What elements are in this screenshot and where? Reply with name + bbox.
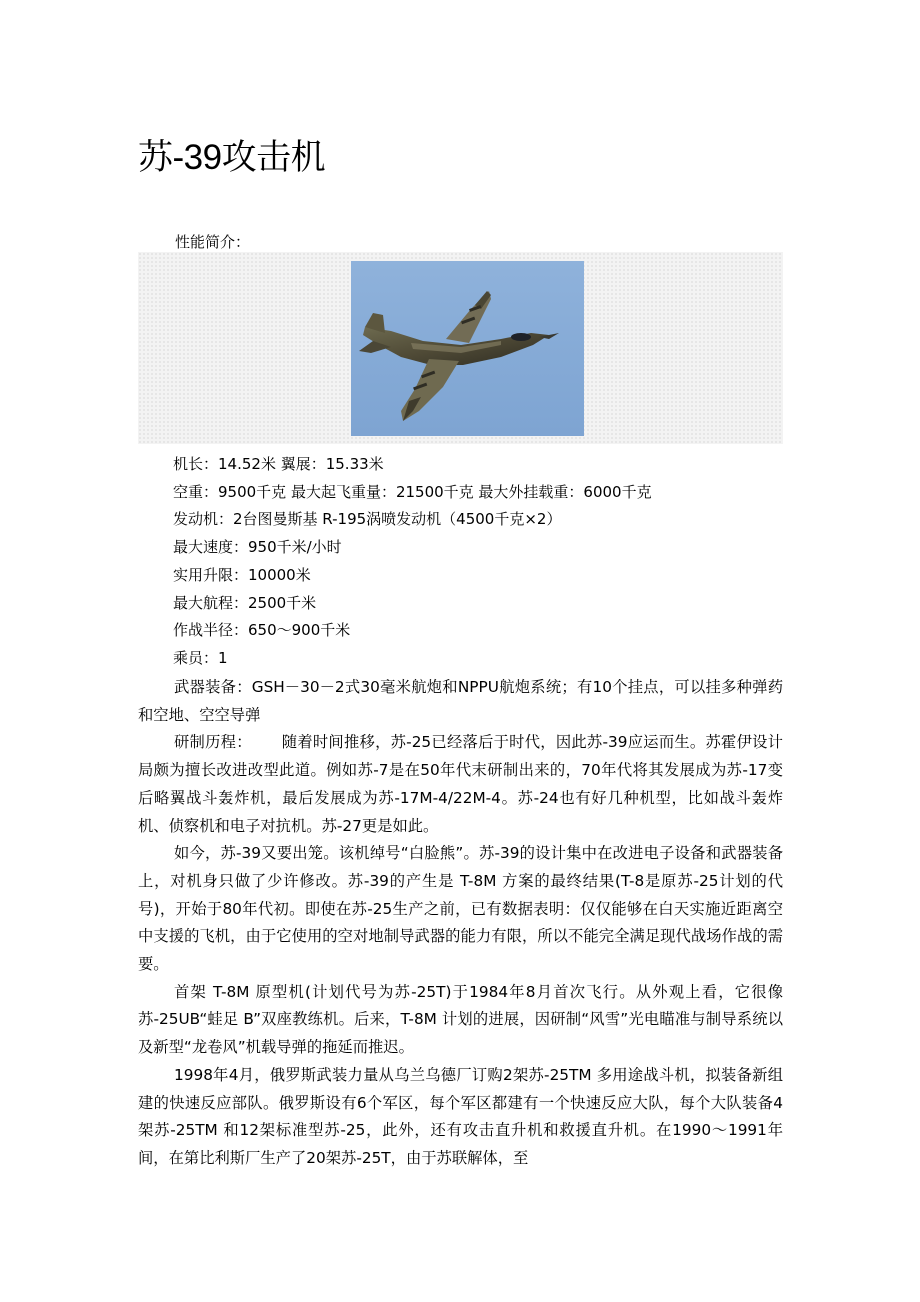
paragraph-orders: 1998年4月，俄罗斯武装力量从乌兰乌德厂订购2架苏-25TM 多用途战斗机，拟装备新组建的快速反应部队。俄罗斯设有6个军区，每个军区都建有一个快速反应大队，每个大队装备4架苏-25TM 和12架标准型苏-25，此外，还有攻击直升机和救援直升机。在1990～1991年间，在第比利斯厂生产了20架苏-25T，由于苏联解体，至 (138, 1065, 783, 1167)
aircraft-icon (351, 261, 584, 436)
paragraph-history (138, 729, 783, 840)
spec-combat-radius: 作战半径：650～900千米 (173, 621, 351, 640)
body-text (138, 674, 783, 1173)
photo-band (138, 252, 783, 444)
spec-max-speed: 最大速度：950千米/小时 (173, 538, 342, 557)
spec-dimensions: 机长：14.52米 翼展：15.33米 (173, 455, 384, 473)
page-title: 苏-39攻击机 (138, 138, 326, 177)
spec-crew: 乘员：1 (173, 648, 228, 667)
paragraph-weapons: 武器装备：GSH－30－2式30毫米航炮和NPPU航炮系统；有10个挂点，可以挂多种弹药和空地、空空导弹 (138, 678, 783, 724)
aircraft-photo (351, 261, 584, 436)
paragraph-su39-intro: 如今，苏-39又要出笼。该机绰号“白脸熊”。苏-39的设计集中在改进电子设备和武器装备上，对机身只做了少许修改。苏-39的产生是 T-8M 方案的最终结果(T-8是原苏-25计划的代号)，开始于80年代初。即使在苏-25生产之前，已有数据表明：仅仅能够在白天实施近距离空中支援的飞机，由于它使用的空对地制导武器的能力有限，所以不能完全满足现代战场作战的需要。 (138, 844, 783, 974)
spec-weights: 空重：9500千克 最大起飞重量：21500千克 最大外挂载重：6000千克 (173, 482, 652, 501)
spec-ceiling: 实用升限：10000米 (173, 565, 311, 584)
paragraph-prototype: 首架 T-8M 原型机(计划代号为苏-25T)于1984年8月首次飞行。从外观上看，它很像苏-25UB“蛙足 B”双座教练机。后来，T-8M 计划的进展，因研制“风雪”光电瞄准与制导系统以及新型“龙卷风”机载导弹的拖延而推迟。 (138, 982, 783, 1057)
spec-range: 最大航程：2500千米 (173, 593, 317, 612)
spec-engine: 发动机：2台图曼斯基 R-195涡喷发动机（4500千克×2） (173, 510, 562, 529)
section-label-performance: 性能简介： (175, 233, 251, 251)
spec-list (173, 451, 793, 673)
history-label: 研制历程： (174, 733, 252, 752)
history-text: 随着时间推移，苏-25已经落后于时代，因此苏-39应运而生。苏霍伊设计局颇为擅长改进改型此道。例如苏-7是在50年代末研制出来的，70年代将其发展成为苏-17变后略翼战斗轰炸机，最后发展成为苏-17M-4/22M-4。苏-24也有好几种机型，比如战斗轰炸机、侦察机和电子对抗机。苏-27更是如此。 (138, 733, 783, 835)
